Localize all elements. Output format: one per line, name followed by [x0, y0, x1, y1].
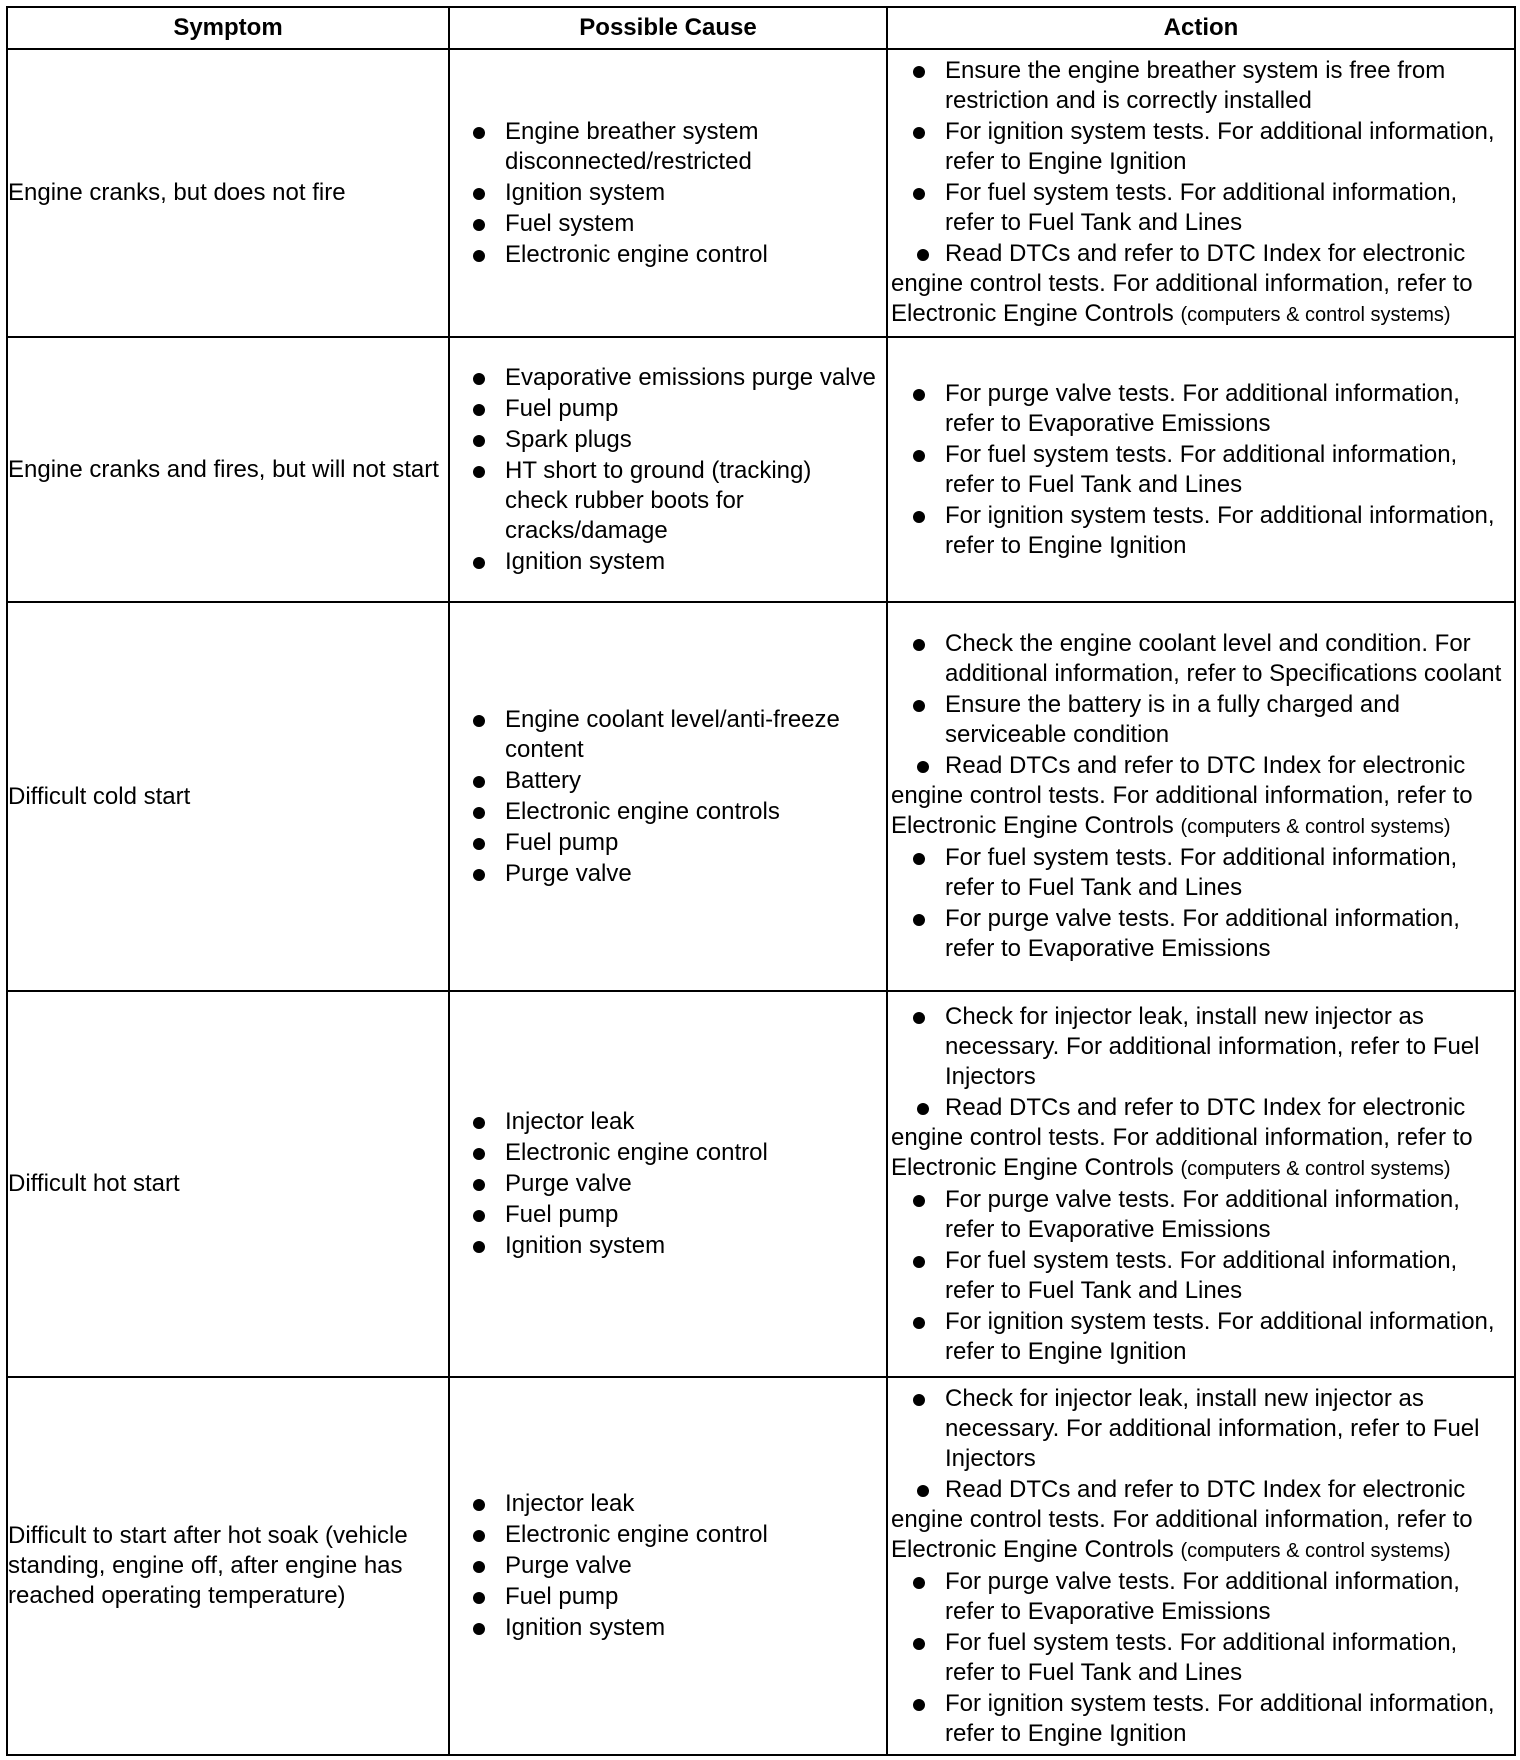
dtc-action-text: Read DTCs and refer to DTC Index for electronic engine control tests. For additional information, refer to Electronic Engine Controls — [891, 1475, 1473, 1563]
cause-item: Fuel system — [505, 209, 878, 239]
action-item: For fuel system tests. For additional information, refer to Fuel Tank and Lines — [888, 1246, 1508, 1306]
header-row — [7, 7, 1515, 49]
dtc-action-item — [888, 1093, 1508, 1184]
cause-list — [450, 1489, 886, 1643]
dtc-action-item — [888, 239, 1508, 330]
action-list — [888, 629, 1514, 964]
table-row — [7, 1377, 1515, 1755]
dtc-action-text: Read DTCs and refer to DTC Index for electronic engine control tests. For additional information, refer to Electronic Engine Controls — [891, 752, 1473, 839]
symptom-cell: Difficult to start after hot soak (vehicle standing, engine off, after engine has reached operating temperature) — [7, 1377, 449, 1755]
action-item: For fuel system tests. For additional information, refer to Fuel Tank and Lines — [888, 178, 1508, 238]
action-item: For ignition system tests. For additional information, refer to Engine Ignition — [888, 1689, 1508, 1749]
cause-item: Fuel pump — [505, 1200, 878, 1230]
cause-item: Fuel pump — [505, 394, 878, 424]
cause-item: Electronic engine control — [505, 240, 878, 270]
cause-item: Evaporative emissions purge valve — [505, 363, 878, 393]
action-item: For ignition system tests. For additional information, refer to Engine Ignition — [888, 501, 1508, 561]
cause-item: Battery — [505, 766, 878, 796]
cause-cell — [449, 602, 887, 991]
cause-item: Purge valve — [505, 859, 878, 889]
cause-item: Ignition system — [505, 547, 878, 577]
dtc-action-text: Read DTCs and refer to DTC Index for electronic engine control tests. For additional information, refer to Electronic Engine Controls — [891, 1093, 1473, 1181]
cause-item: Engine breather system disconnected/restricted — [505, 117, 878, 177]
cause-list — [450, 363, 886, 577]
action-item: For fuel system tests. For additional information, refer to Fuel Tank and Lines — [888, 1628, 1508, 1688]
cause-item: Fuel pump — [505, 1582, 878, 1612]
action-item: For purge valve tests. For additional information, refer to Evaporative Emissions — [888, 1185, 1508, 1245]
action-item: For ignition system tests. For additional information, refer to Engine Ignition — [888, 117, 1508, 177]
table-row — [7, 991, 1515, 1377]
action-item: For ignition system tests. For additional information, refer to Engine Ignition — [888, 1307, 1508, 1367]
action-cell — [887, 602, 1515, 991]
cause-item: Electronic engine controls — [505, 797, 878, 827]
action-item: Ensure the engine breather system is free from restriction and is correctly installed — [888, 56, 1508, 116]
symptom-cell: Difficult cold start — [7, 602, 449, 991]
table-row — [7, 602, 1515, 991]
action-list — [888, 1002, 1514, 1367]
dtc-action-note: (computers & control systems) — [1180, 1157, 1451, 1180]
dtc-action-item — [888, 1475, 1508, 1566]
action-item: For fuel system tests. For additional information, refer to Fuel Tank and Lines — [888, 440, 1508, 500]
cause-item: Injector leak — [505, 1107, 878, 1137]
action-item: For purge valve tests. For additional information, refer to Evaporative Emissions — [888, 904, 1508, 964]
action-item: For purge valve tests. For additional information, refer to Evaporative Emissions — [888, 1567, 1508, 1627]
action-list — [888, 1384, 1514, 1749]
header-symptom: Symptom — [7, 7, 449, 49]
cause-cell — [449, 991, 887, 1377]
action-list — [888, 56, 1514, 330]
dtc-action-item — [888, 751, 1508, 842]
action-item: Check for injector leak, install new injector as necessary. For additional information, refer to Fuel Injectors — [888, 1002, 1508, 1092]
cause-item: Spark plugs — [505, 425, 878, 455]
action-item: Check the engine coolant level and condition. For additional information, refer to Specifications coolant — [888, 629, 1508, 689]
symptom-cell: Engine cranks, but does not fire — [7, 49, 449, 337]
action-list — [888, 379, 1514, 561]
cause-cell — [449, 337, 887, 602]
diagnostic-table — [6, 6, 1516, 1756]
cause-list — [450, 705, 886, 889]
cause-item: Injector leak — [505, 1489, 878, 1519]
action-item: For fuel system tests. For additional information, refer to Fuel Tank and Lines — [888, 843, 1508, 903]
action-cell — [887, 1377, 1515, 1755]
cause-item: Electronic engine control — [505, 1520, 878, 1550]
table-row — [7, 49, 1515, 337]
header-possible-cause: Possible Cause — [449, 7, 887, 49]
action-item: Ensure the battery is in a fully charged and serviceable condition — [888, 690, 1508, 750]
cause-item: Purge valve — [505, 1169, 878, 1199]
cause-item: Fuel pump — [505, 828, 878, 858]
cause-item: Purge valve — [505, 1551, 878, 1581]
dtc-action-note: (computers & control systems) — [1180, 304, 1451, 326]
action-item: For purge valve tests. For additional information, refer to Evaporative Emissions — [888, 379, 1508, 439]
cause-list — [450, 1107, 886, 1261]
cause-cell — [449, 49, 887, 337]
action-cell — [887, 49, 1515, 337]
dtc-action-note: (computers & control systems) — [1180, 1539, 1451, 1562]
dtc-action-note: (computers & control systems) — [1180, 816, 1451, 838]
cause-list — [450, 117, 886, 270]
symptom-cell: Engine cranks and fires, but will not start — [7, 337, 449, 602]
header-action: Action — [887, 7, 1515, 49]
action-cell — [887, 337, 1515, 602]
cause-item: Ignition system — [505, 1613, 878, 1643]
dtc-action-text: Read DTCs and refer to DTC Index for electronic engine control tests. For additional information, refer to Electronic Engine Controls — [891, 240, 1473, 327]
table-row — [7, 337, 1515, 602]
cause-item: HT short to ground (tracking) check rubber boots for cracks/damage — [505, 456, 878, 546]
cause-item: Ignition system — [505, 178, 878, 208]
cause-cell — [449, 1377, 887, 1755]
cause-item: Engine coolant level/anti-freeze content — [505, 705, 878, 765]
symptom-cell: Difficult hot start — [7, 991, 449, 1377]
cause-item: Electronic engine control — [505, 1138, 878, 1168]
action-item: Check for injector leak, install new injector as necessary. For additional information, refer to Fuel Injectors — [888, 1384, 1508, 1474]
action-cell — [887, 991, 1515, 1377]
cause-item: Ignition system — [505, 1231, 878, 1261]
